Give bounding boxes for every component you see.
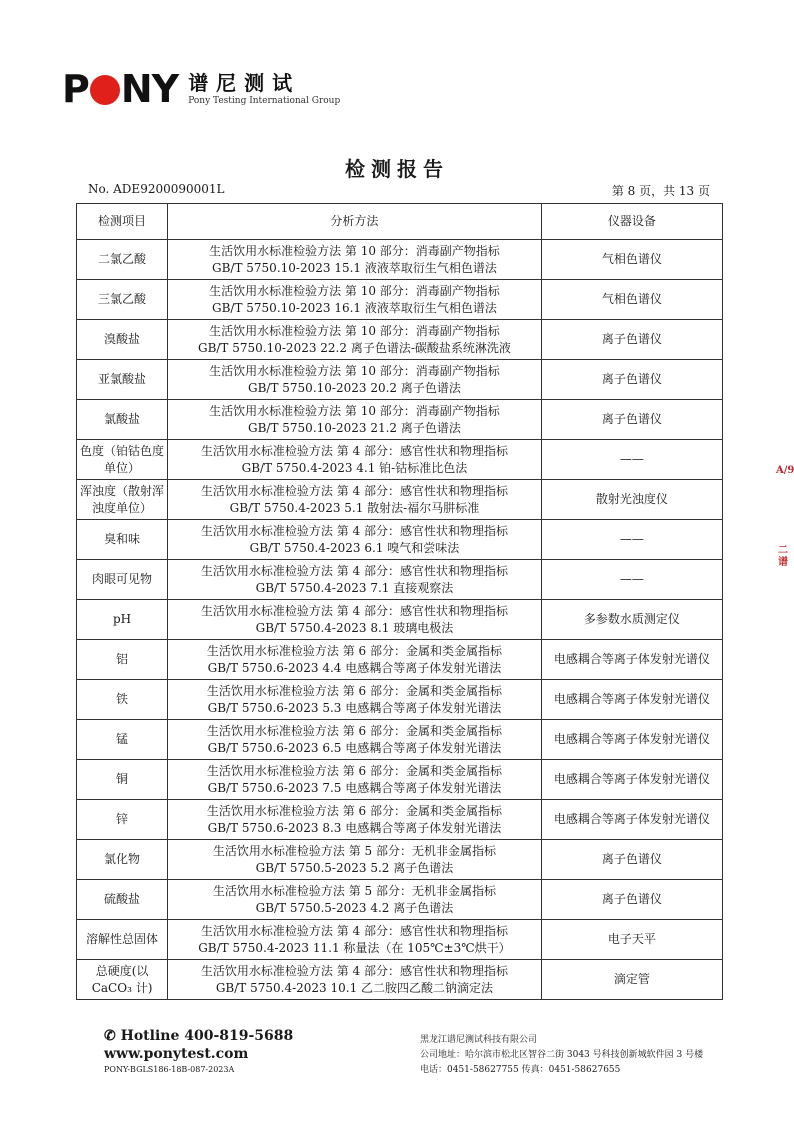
company-name: 黑龙江谱尼测试科技有限公司 [420,1035,538,1045]
equipment-cell: —— [541,520,722,560]
table-row [77,800,723,840]
company-logo [62,67,341,111]
report-title: 检测报告 [345,157,449,181]
table-row [77,480,723,520]
hotline: ✆ Hotline 400-819-5688 [104,1028,294,1044]
method-standard-title: 生活饮用水标准检验方法 第 10 部分：消毒副产物指标 [209,243,500,258]
equipment-cell: 离子色谱仪 [541,880,722,920]
table-body [77,240,723,1000]
website: www.ponytest.com [104,1046,249,1062]
method-standard-title: 生活饮用水标准检验方法 第 4 部分：感官性状和物理指标 [200,483,508,498]
logo-wordmark: P NY [62,67,179,111]
logo-o-circle-icon [90,75,120,105]
method-cell [168,400,542,440]
method-cell [168,440,542,480]
method-standard-clause: GB/T 5750.4-2023 8.1 玻璃电极法 [255,620,454,635]
method-standard-title: 生活饮用水标准检验方法 第 10 部分：消毒副产物指标 [209,363,500,378]
header-method: 分析方法 [168,204,542,240]
item-cell: 二氯乙酸 [77,240,168,280]
method-cell [168,600,542,640]
method-cell [168,480,542,520]
table-row [77,640,723,680]
method-standard-clause: GB/T 5750.6-2023 8.3 电感耦合等离子体发射光谱法 [207,820,502,835]
method-standard-title: 生活饮用水标准检验方法 第 10 部分：消毒副产物指标 [209,403,500,418]
equipment-cell: 电感耦合等离子体发射光谱仪 [541,800,722,840]
method-cell [168,800,542,840]
seal-stamp-fragment: A/9 [776,465,794,476]
footer-company-info [420,1033,703,1078]
equipment-cell: 离子色谱仪 [541,400,722,440]
methods-table [76,203,723,1000]
equipment-cell: 气相色谱仪 [541,280,722,320]
equipment-cell: —— [541,560,722,600]
table-header-row [77,204,723,240]
method-cell [168,680,542,720]
method-standard-title: 生活饮用水标准检验方法 第 4 部分：感官性状和物理指标 [200,563,508,578]
method-standard-clause: GB/T 5750.6-2023 7.5 电感耦合等离子体发射光谱法 [207,780,502,795]
table-row [77,280,723,320]
method-standard-clause: GB/T 5750.4-2023 11.1 称量法（在 105℃±3℃烘干） [198,940,511,955]
method-standard-clause: GB/T 5750.10-2023 15.1 液液萃取衍生气相色谱法 [212,260,497,275]
method-standard-title: 生活饮用水标准检验方法 第 5 部分：无机非金属指标 [212,883,496,898]
method-standard-clause: GB/T 5750.10-2023 20.2 离子色谱法 [248,380,461,395]
method-standard-title: 生活饮用水标准检验方法 第 5 部分：无机非金属指标 [212,843,496,858]
method-standard-clause: GB/T 5750.10-2023 21.2 离子色谱法 [248,420,461,435]
equipment-cell: 多参数水质测定仪 [541,600,722,640]
item-cell: 氯化物 [77,840,168,880]
table-row [77,240,723,280]
table-row [77,400,723,440]
equipment-cell: 电感耦合等离子体发射光谱仪 [541,640,722,680]
method-standard-title: 生活饮用水标准检验方法 第 4 部分：感官性状和物理指标 [200,523,508,538]
method-standard-clause: GB/T 5750.4-2023 7.1 直接观察法 [255,580,454,595]
method-standard-clause: GB/T 5750.10-2023 16.1 液液萃取衍生气相色谱法 [212,300,497,315]
method-standard-clause: GB/T 5750.4-2023 4.1 铂-钴标准比色法 [241,460,468,475]
method-cell [168,520,542,560]
item-cell: 三氯乙酸 [77,280,168,320]
equipment-cell: 电感耦合等离子体发射光谱仪 [541,680,722,720]
item-cell: 肉眼可见物 [77,560,168,600]
method-standard-clause: GB/T 5750.6-2023 6.5 电感耦合等离子体发射光谱法 [207,740,502,755]
table-row [77,880,723,920]
method-standard-title: 生活饮用水标准检验方法 第 6 部分：金属和类金属指标 [206,643,502,658]
page-info: 第 8 页，共 13 页 [611,184,710,198]
item-cell: 臭和味 [77,520,168,560]
method-standard-title: 生活饮用水标准检验方法 第 6 部分：金属和类金属指标 [206,723,502,738]
method-cell [168,720,542,760]
table-row [77,600,723,640]
logo-english-name: Pony Testing International Group [188,95,341,106]
method-standard-title: 生活饮用水标准检验方法 第 6 部分：金属和类金属指标 [206,803,502,818]
method-cell [168,240,542,280]
method-standard-clause: GB/T 5750.5-2023 4.2 离子色谱法 [255,900,454,915]
method-standard-clause: GB/T 5750.10-2023 22.2 离子色谱法-碳酸盐系统淋洗液 [197,340,511,355]
footer-contact [104,1028,293,1074]
report-number: No. ADE9200090001L [88,182,225,196]
item-cell: pH [77,600,168,640]
item-cell: 铁 [77,680,168,720]
method-standard-clause: GB/T 5750.4-2023 5.1 散射法-福尔马肼标准 [229,500,480,515]
method-standard-clause: GB/T 5750.4-2023 10.1 乙二胺四乙酸二钠滴定法 [215,980,494,995]
method-cell [168,320,542,360]
seal-stamp-fragment: 二谱 [778,545,788,568]
method-standard-title: 生活饮用水标准检验方法 第 6 部分：金属和类金属指标 [206,683,502,698]
method-cell [168,760,542,800]
table-row [77,960,723,1000]
equipment-cell: 散射光浊度仪 [541,480,722,520]
item-cell: 总硬度(以 CaCO₃ 计) [77,960,168,1000]
item-cell: 锰 [77,720,168,760]
equipment-cell: 离子色谱仪 [541,840,722,880]
table-row [77,760,723,800]
company-phone: 电话：0451-58627755 传真：0451-58627655 [420,1065,621,1075]
item-cell: 铝 [77,640,168,680]
item-cell: 硫酸盐 [77,880,168,920]
method-standard-title: 生活饮用水标准检验方法 第 10 部分：消毒副产物指标 [209,323,500,338]
item-cell: 锌 [77,800,168,840]
method-standard-title: 生活饮用水标准检验方法 第 6 部分：金属和类金属指标 [206,763,502,778]
table-row [77,680,723,720]
item-cell: 铜 [77,760,168,800]
method-cell [168,960,542,1000]
method-standard-title: 生活饮用水标准检验方法 第 4 部分：感官性状和物理指标 [200,963,508,978]
header-equipment: 仪器设备 [541,204,722,240]
equipment-cell: 离子色谱仪 [541,320,722,360]
table-row [77,920,723,960]
table-row [77,360,723,400]
method-cell [168,880,542,920]
method-cell [168,640,542,680]
header-item: 检测项目 [77,204,168,240]
phone-icon: ✆ [104,1028,121,1044]
method-cell [168,360,542,400]
method-standard-clause: GB/T 5750.4-2023 6.1 嗅气和尝味法 [249,540,460,555]
method-standard-title: 生活饮用水标准检验方法 第 10 部分：消毒副产物指标 [209,283,500,298]
method-standard-clause: GB/T 5750.5-2023 5.2 离子色谱法 [255,860,454,875]
method-standard-clause: GB/T 5750.6-2023 4.4 电感耦合等离子体发射光谱法 [207,660,502,675]
item-cell: 溴酸盐 [77,320,168,360]
method-cell [168,920,542,960]
method-cell [168,840,542,880]
item-cell: 浑浊度（散射浑浊度单位） [77,480,168,520]
equipment-cell: 气相色谱仪 [541,240,722,280]
item-cell: 色度（铂钴色度单位） [77,440,168,480]
table-row [77,440,723,480]
item-cell: 溶解性总固体 [77,920,168,960]
form-code: PONY-BGLS186-18B-087-2023A [104,1065,235,1074]
company-address: 公司地址：哈尔滨市松北区智谷二街 3043 号科技创新城软件园 3 号楼 [420,1050,704,1060]
logo-chinese-name: 谱尼测试 [188,70,301,95]
equipment-cell: —— [541,440,722,480]
equipment-cell: 电感耦合等离子体发射光谱仪 [541,720,722,760]
equipment-cell: 电感耦合等离子体发射光谱仪 [541,760,722,800]
method-cell [168,280,542,320]
table-row [77,720,723,760]
table-row [77,520,723,560]
item-cell: 氯酸盐 [77,400,168,440]
equipment-cell: 离子色谱仪 [541,360,722,400]
equipment-cell: 电子天平 [541,920,722,960]
table-row [77,320,723,360]
equipment-cell: 滴定管 [541,960,722,1000]
table-row [77,560,723,600]
method-standard-title: 生活饮用水标准检验方法 第 4 部分：感官性状和物理指标 [200,443,508,458]
method-standard-title: 生活饮用水标准检验方法 第 4 部分：感官性状和物理指标 [200,923,508,938]
method-standard-title: 生活饮用水标准检验方法 第 4 部分：感官性状和物理指标 [200,603,508,618]
method-standard-clause: GB/T 5750.6-2023 5.3 电感耦合等离子体发射光谱法 [207,700,502,715]
table-row [77,840,723,880]
item-cell: 亚氯酸盐 [77,360,168,400]
method-cell [168,560,542,600]
